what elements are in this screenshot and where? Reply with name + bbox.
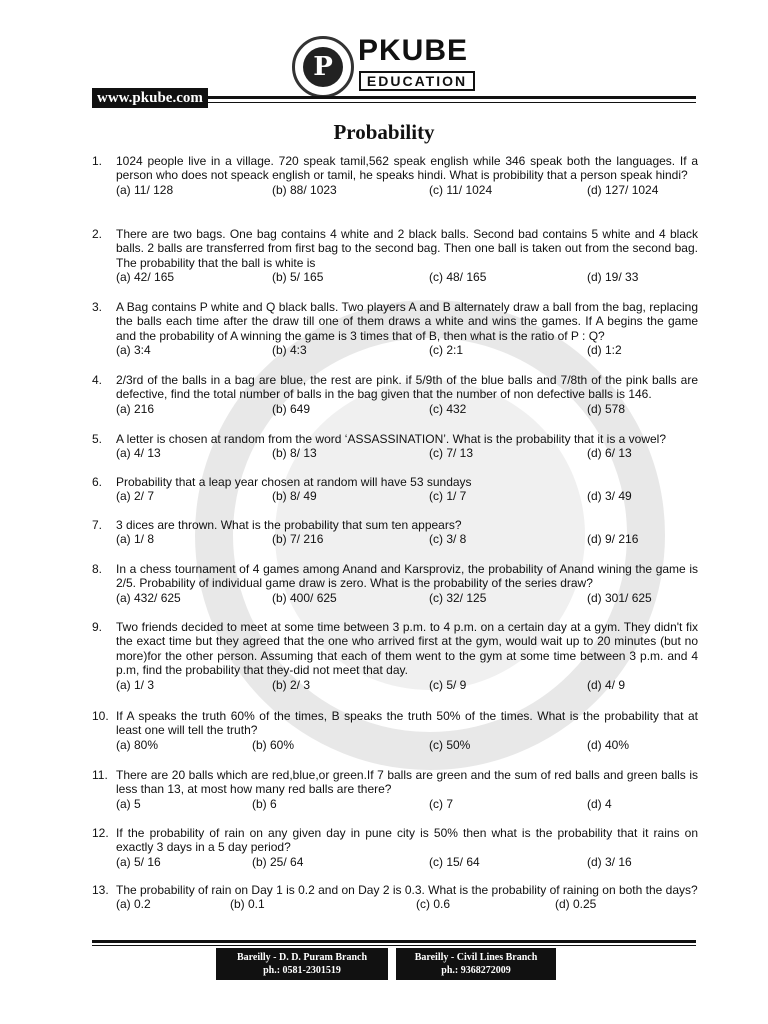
header-rule-thin (206, 102, 696, 103)
question-item (92, 227, 698, 285)
question-text: There are two bags. One bag contains 4 white and 2 black balls. Second bad contains 5 white and 4 black balls. 2 balls are transferred from first bag to the second bag. Then one ball is taken out from the second bag. The probability that the ball is white is (116, 227, 698, 270)
question-item (92, 300, 698, 358)
answer-option: (d) 4/ 9 (587, 677, 626, 692)
answer-option: (d) 578 (587, 401, 626, 416)
answer-option: (c) 11/ 1024 (429, 182, 493, 197)
answer-option: (c) 1/ 7 (429, 489, 467, 504)
question-item (92, 768, 698, 812)
question-number: 4. (92, 373, 103, 387)
answer-option: (a) 1/ 3 (116, 677, 155, 692)
question-number: 6. (92, 475, 103, 489)
answer-option: (a) 216 (116, 401, 155, 416)
question-text: A letter is chosen at random from the word ‘ASSASSINATION’. What is the probability that it is a vowel? (116, 432, 667, 446)
answer-option: (b) 400/ 625 (272, 590, 337, 605)
answer-option: (a) 5/ 16 (116, 854, 161, 869)
answer-option: (c) 15/ 64 (429, 854, 480, 869)
answer-option: (c) 0.6 (416, 897, 451, 912)
answer-option: (d) 3/ 49 (587, 489, 632, 504)
website-label: www.pkube.com (92, 88, 208, 108)
question-item (92, 826, 698, 870)
answer-options (116, 678, 698, 693)
question-text: If A speaks the truth 60% of the times, B speaks the truth 50% of the times. What is the probability that at least one will tell the truth? (116, 709, 698, 738)
question-text: A Bag contains P white and Q black balls. Two players A and B alternately draw a ball from the bag, replacing the balls each time after the draw till one of them draws a white and wins the games. If A begins the game and the probability of A winning the game is 3 times that of B, then what is the ratio of P : Q? (116, 300, 698, 343)
answer-options (116, 489, 698, 504)
question-text: There are 20 balls which are red,blue,or green.If 7 balls are green and the sum of red balls and green balls is less than 13, at most how many red balls are there? (116, 768, 698, 797)
answer-option: (c) 2:1 (429, 343, 464, 358)
answer-option: (c) 32/ 125 (429, 590, 487, 605)
question-number: 13. (92, 883, 109, 897)
answer-option: (b) 5/ 165 (272, 270, 324, 285)
question-text: In a chess tournament of 4 games among Anand and Karsproviz, the probability of Anand wining the game is 2/5. Probability of individual game draw is zero. What is the probability of the series draw? (116, 562, 698, 591)
answer-options (116, 855, 698, 870)
question-item (92, 883, 698, 912)
question-number: 3. (92, 300, 103, 314)
question-item (92, 475, 698, 504)
answer-options (116, 183, 698, 198)
question-text: The probability of rain on Day 1 is 0.2 and on Day 2 is 0.3. What is the probability of raining on both the days? (116, 883, 698, 897)
question-text: Probability that a leap year chosen at random will have 53 sundays (116, 475, 472, 489)
answer-option: (c) 7 (429, 796, 453, 811)
question-number: 11. (92, 768, 108, 782)
answer-option: (b) 6 (252, 796, 277, 811)
footer-rule-thin (92, 945, 696, 946)
pkube-logo (292, 36, 354, 98)
branch-name: Bareilly - Civil Lines Branch (414, 952, 538, 963)
answer-option: (a) 0.2 (116, 897, 151, 912)
answer-option: (b) 8/ 49 (272, 489, 317, 504)
answer-option: (a) 11/ 128 (116, 182, 174, 197)
answer-option: (a) 4/ 13 (116, 446, 161, 461)
question-text: 2/3rd of the balls in a bag are blue, the rest are pink. if 5/9th of the blue balls and 7/8th of the pink balls are defective, find the total number of balls in the bag given that the number of non defective balls is 146. (116, 373, 698, 402)
answer-option: (a) 432/ 625 (116, 590, 181, 605)
answer-option: (a) 5 (116, 796, 141, 811)
answer-option: (b) 0.1 (230, 897, 265, 912)
footer-rule (92, 940, 696, 943)
question-number: 12. (92, 826, 109, 840)
answer-options (116, 446, 698, 461)
branch-dd-puram (216, 948, 388, 980)
branch-civil-lines (396, 948, 556, 980)
answer-option: (d) 9/ 216 (587, 532, 639, 547)
answer-options (116, 738, 698, 753)
answer-option: (c) 432 (429, 401, 467, 416)
answer-option: (b) 25/ 64 (252, 854, 304, 869)
header-rule (206, 96, 696, 99)
question-number: 7. (92, 518, 103, 532)
answer-option: (d) 40% (587, 737, 630, 752)
answer-option: (d) 0.25 (555, 897, 597, 912)
answer-options (116, 532, 698, 547)
question-text: If the probability of rain on any given day in pune city is 50% then what is the probability that it rains on exactly 3 days in a 5 day period? (116, 826, 698, 855)
question-number: 2. (92, 227, 103, 241)
question-number: 8. (92, 562, 103, 576)
question-number: 10. (92, 709, 109, 723)
answer-option: (d) 4 (587, 796, 612, 811)
answer-option: (b) 60% (252, 737, 295, 752)
answer-option: (b) 2/ 3 (272, 677, 311, 692)
question-item (92, 709, 698, 753)
answer-option: (d) 301/ 625 (587, 590, 652, 605)
question-item (92, 432, 698, 461)
answer-options (116, 402, 698, 417)
answer-option: (c) 50% (429, 737, 471, 752)
answer-option: (d) 127/ 1024 (587, 182, 659, 197)
branch-phone: ph.: 0581-2301519 (263, 965, 341, 976)
question-text: Two friends decided to meet at some time between 3 p.m. to 4 p.m. on a certain day at a gym. They didn't fix the exact time but they agreed that the one who arrived first at the gym, would wait up to 20 minutes (but no more)for the other person. Assuming that each of them went to the gym at some time between 3 p.m. and 4 p.m, find the probability that they-did not meet that day. (116, 620, 698, 678)
answer-option: (d) 1:2 (587, 343, 622, 358)
question-item (92, 562, 698, 606)
brand-name: PKUBE (358, 34, 469, 67)
question-number: 9. (92, 620, 103, 634)
page-title: Probability (333, 120, 435, 144)
answer-option: (b) 8/ 13 (272, 446, 317, 461)
answer-options (116, 591, 698, 606)
question-text: 3 dices are thrown. What is the probability that sum ten appears? (116, 518, 462, 532)
answer-option: (c) 48/ 165 (429, 270, 487, 285)
answer-option: (b) 649 (272, 401, 311, 416)
answer-option: (d) 3/ 16 (587, 854, 632, 869)
answer-options (116, 270, 698, 285)
answer-option: (d) 6/ 13 (587, 446, 632, 461)
question-number: 5. (92, 432, 103, 446)
answer-option: (b) 4:3 (272, 343, 307, 358)
question-number: 1. (92, 154, 103, 168)
answer-options (116, 897, 698, 912)
answer-option: (b) 88/ 1023 (272, 182, 337, 197)
branch-name: Bareilly - D. D. Puram Branch (236, 952, 368, 963)
answer-option: (a) 42/ 165 (116, 270, 175, 285)
question-item (92, 620, 698, 693)
answer-option: (d) 19/ 33 (587, 270, 639, 285)
brand-subtitle: EDUCATION (359, 71, 475, 91)
question-item (92, 373, 698, 417)
answer-options (116, 343, 698, 358)
answer-option: (a) 2/ 7 (116, 489, 155, 504)
answer-option: (c) 7/ 13 (429, 446, 474, 461)
answer-option: (b) 7/ 216 (272, 532, 324, 547)
answer-option: (a) 1/ 8 (116, 532, 155, 547)
answer-option: (a) 80% (116, 737, 159, 752)
question-text: 1024 people live in a village. 720 speak tamil,562 speak english while 346 speak both the languages. If a person who does not speack english or tamil, he speaks hindi. What is probibility that a person speak hindi? (116, 154, 698, 183)
question-item (92, 154, 698, 198)
answer-option: (c) 5/ 9 (429, 677, 467, 692)
logo-letter: P (303, 47, 343, 87)
answer-options (116, 797, 698, 812)
question-item (92, 518, 698, 547)
answer-option: (c) 3/ 8 (429, 532, 467, 547)
branch-phone: ph.: 9368272009 (441, 965, 511, 976)
answer-option: (a) 3:4 (116, 343, 151, 358)
